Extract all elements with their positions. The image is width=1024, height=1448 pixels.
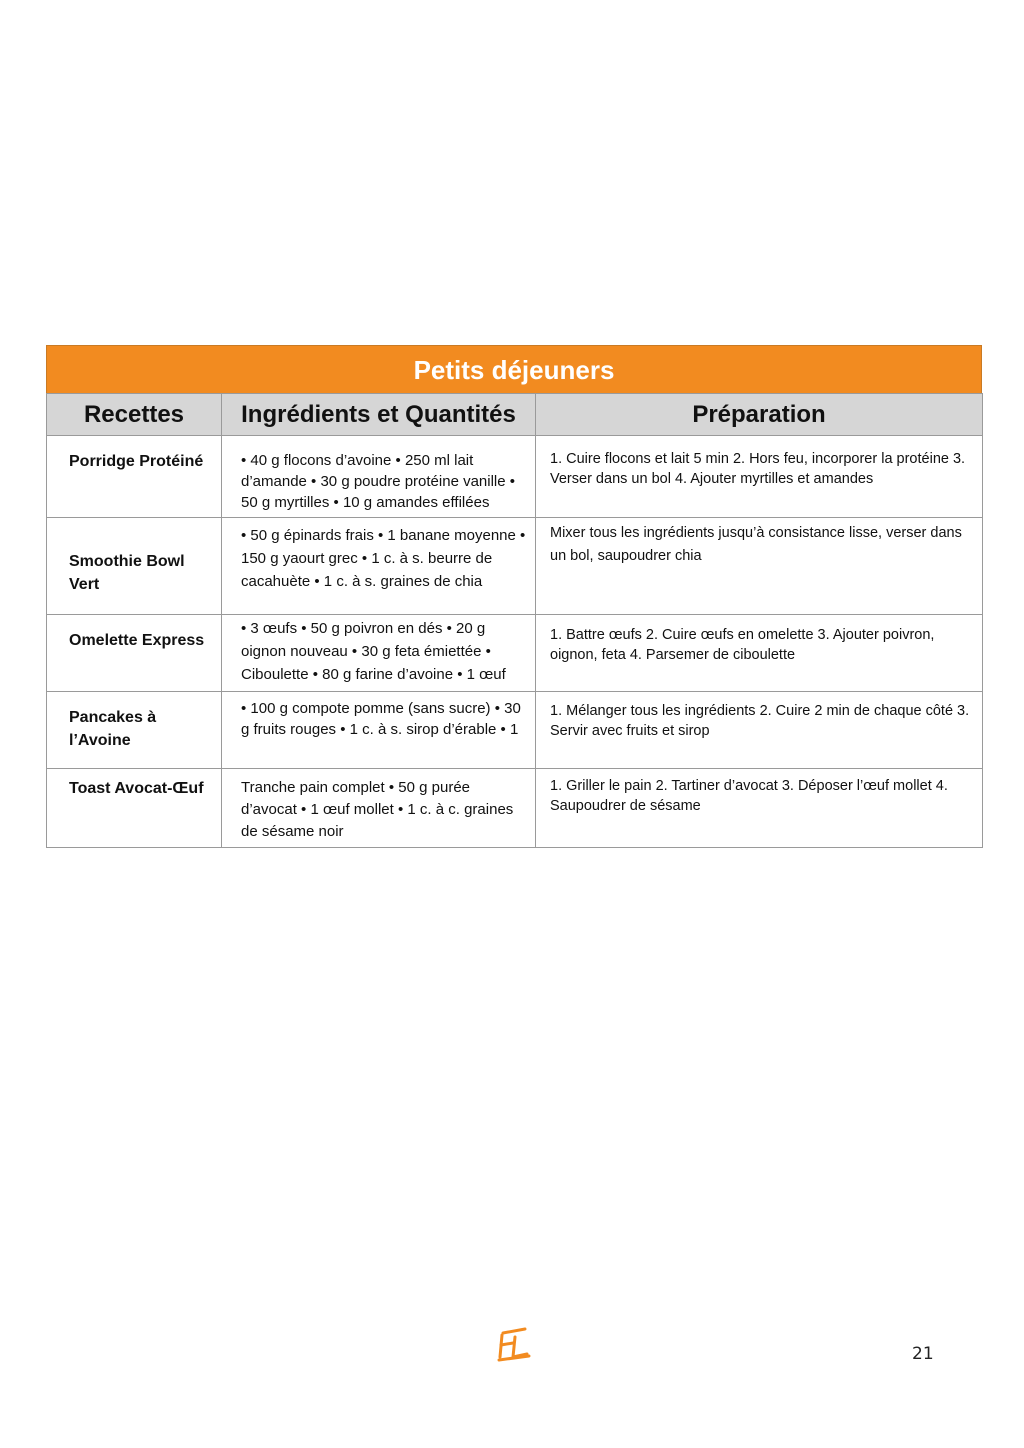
table-row [47,615,983,692]
recipe-name: Porridge Protéiné [47,436,222,518]
table-row [47,769,983,848]
recipe-preparation: Mixer tous les ingrédients jusqu’à consistance lisse, verser dans un bol, saupoudrer chia [536,518,983,615]
table-row [47,692,983,769]
table-row [47,518,983,615]
recipe-preparation: 1. Cuire flocons et lait 5 min 2. Hors feu, incorporer la protéine 3. Verser dans un bol 4. Ajouter myrtilles et amandes [536,436,983,518]
header-ingredients: Ingrédients et Quantités [222,394,536,436]
recipe-preparation: 1. Mélanger tous les ingrédients 2. Cuire 2 min de chaque côté 3. Servir avec fruits et sirop [536,692,983,769]
recipes-table [46,393,983,848]
recipe-ingredients: Tranche pain complet • 50 g purée d’avocat • 1 œuf mollet • 1 c. à c. graines de sésame noir [222,769,536,848]
table-title: Petits déjeuners [46,345,982,393]
recipe-ingredients: • 3 œufs • 50 g poivron en dés • 20 g oignon nouveau • 30 g feta émiettée • Ciboulette • 80 g farine d’avoine • 1 œuf [222,615,536,692]
header-recettes: Recettes [47,394,222,436]
recipe-preparation: 1. Griller le pain 2. Tartiner d’avocat 3. Déposer l’œuf mollet 4. Saupoudrer de sésame [536,769,983,848]
header-row [47,394,983,436]
fl-logo-icon [497,1327,531,1363]
recipe-name: Omelette Express [47,615,222,692]
header-preparation: Préparation [536,394,983,436]
recipe-name: Pancakes à l’Avoine [47,692,222,769]
table-row [47,436,983,518]
recipe-preparation: 1. Battre œufs 2. Cuire œufs en omelette 3. Ajouter poivron, oignon, feta 4. Parsemer de ciboulette [536,615,983,692]
recipe-ingredients: • 50 g épinards frais • 1 banane moyenne • 150 g yaourt grec • 1 c. à s. beurre de cacahuète • 1 c. à s. graines de chia [222,518,536,615]
breakfast-table [46,345,982,848]
page-number: 21 [912,1344,934,1364]
recipe-ingredients: • 100 g compote pomme (sans sucre) • 30 g fruits rouges • 1 c. à s. sirop d’érable • 1 [222,692,536,769]
recipe-name: Smoothie Bowl Vert [47,518,222,615]
recipe-name: Toast Avocat-Œuf [47,769,222,848]
recipe-ingredients: • 40 g flocons d’avoine • 250 ml lait d’amande • 30 g poudre protéine vanille • 50 g myrtilles • 10 g amandes effilées [222,436,536,518]
